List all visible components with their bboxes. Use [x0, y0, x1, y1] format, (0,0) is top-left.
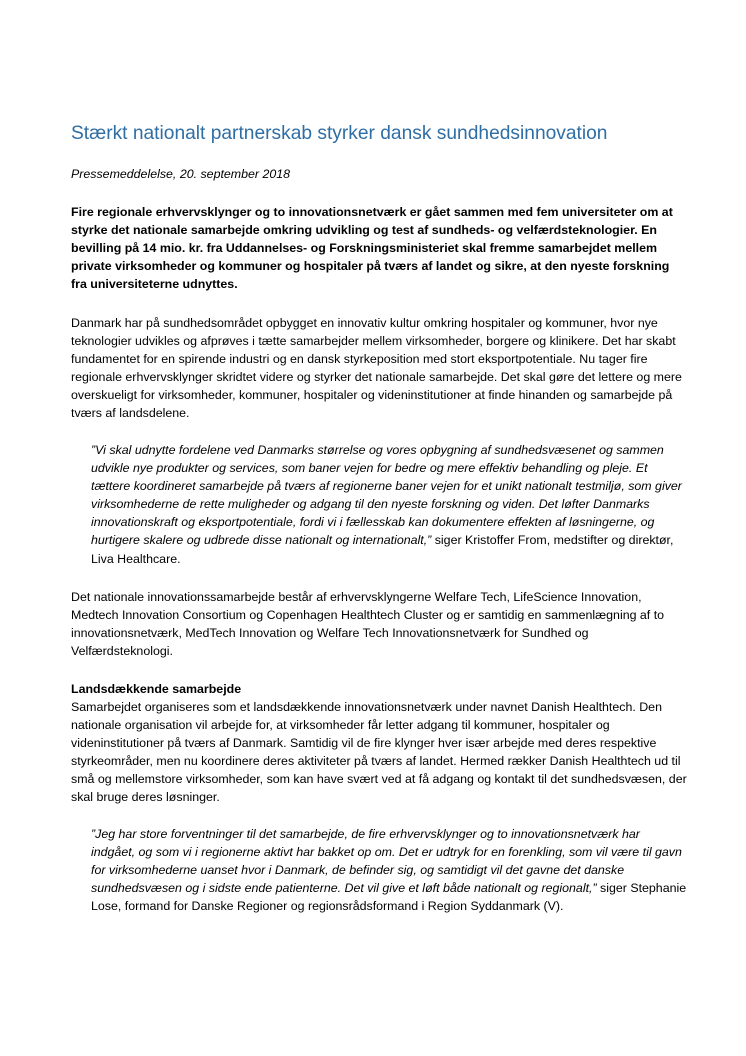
section-heading: Landsdækkende samarbejde [71, 682, 242, 696]
lead-paragraph: Fire regionale erhvervsklynger og to innovationsnetværk er gået sammen med fem universiteter om at styrke det nationale samarbejde omkring udvikling og test af sundheds- og velfærdsteknologier. En bevilling på 14 mio. kr. fra Uddannelses- og Forskningsministeriet skal fremme samarbejdet mellem private virksomheder og kommuner og hospitaler på tværs af landet og sikre, at den nyeste forskning fra universiteterne udnyttes. [71, 205, 673, 292]
body-paragraph-2: Det nationale innovationssamarbejde består af erhvervsklyngerne Welfare Tech, LifeScience Innovation, Medtech Innovation Consortium og Copenhagen Healthtech Cluster og er samtidig en sammenlægning af to innovationsnetværk, MedTech Innovation og Welfare Tech Innovationsnetværk for Sundhed og Velfærdsteknologi. [71, 590, 665, 659]
quote-2-text: ”Jeg har store forventninger til det samarbejde, de fire erhvervsklynger og to innovationsnetværk har indgået, og som vi i regionerne aktivt har bakket op om. Det er udtryk for en forenkling, som vil være til gavn for virksomhederne uanset hvor i Danmark, de befinder sig, og samtidigt vil det gavne det danske sundhedsvæsen og i sidste ende patienterne. Det vil give et løft både nationalt og regionalt,” [91, 827, 682, 896]
quote-1-text: ”Vi skal udnytte fordelene ved Danmarks størrelse og vores opbygning af sundhedsvæsenet og sammen udvikle nye produkter og services, som baner vejen for bedre og mere effektiv behandling og pleje. Et tættere koordineret samarbejde på tværs af regionerne baner vejen for et unikt nationalt testmiljø, som giver virksomhederne de rette muligheder og adgang til den nyeste forskning og viden. Det løfter Danmarks innovationskraft og eksportpotentiale, fordi vi i fællesskab kan dokumentere effekten af løsningerne, og hurtigere skalere og udbrede disse nationalt og internationalt,” [91, 443, 682, 548]
page-title: Stærkt nationalt partnerskab styrker dansk sundhedsinnovation [71, 123, 608, 144]
quote-block-1 [91, 441, 687, 568]
body-paragraph-3: Samarbejdet organiseres som et landsdækkende innovationsnetværk under navnet Danish Healthtech. Den nationale organisation vil arbejde for, at virksomheder får letter adgang til kommuner, hospitaler og videninstitutioner på tværs af Danmark. Samtidig vil de fire klynger hver især arbejde med deres respektive styrkeområder, men nu koordinere deres aktiviteter på tværs af landet. Hermed rækker Danish Healthtech ud til små og mellemstore virksomheder, som kan have svært ved at få adgang og kontakt til det sundhedsvæsen, der skal bruge deres løsninger. [71, 700, 687, 805]
body-paragraph-1: Danmark har på sundhedsområdet opbygget en innovativ kultur omkring hospitaler og kommuner, hvor nye teknologier udvikles og afprøves i tætte samarbejder mellem virksomheder, borgere og klinikere. Det har skabt fundamentet for en spirende industri og en dansk styrkeposition med stort eksportpotentiale. Nu tager fire regionale erhvervsklynger skridtet videre og styrker det nationale samarbejde. Det skal gøre det lettere og mere overskueligt for virksomheder, kommuner, hospitaler og videninstitutioner at finde hinanden og samarbejde på tværs af landsdelene. [71, 316, 682, 421]
quote-block-2 [91, 825, 687, 915]
quote-2-attribution: siger Stephanie Lose, formand for Danske Regioner og regionsrådsformand i Region Syddanmark (V). [91, 881, 687, 914]
dateline: Pressemeddelelse, 20. september 2018 [71, 167, 291, 181]
quote-1-attribution: siger Kristoffer From, medstifter og direktør, Liva Healthcare. [91, 533, 674, 566]
